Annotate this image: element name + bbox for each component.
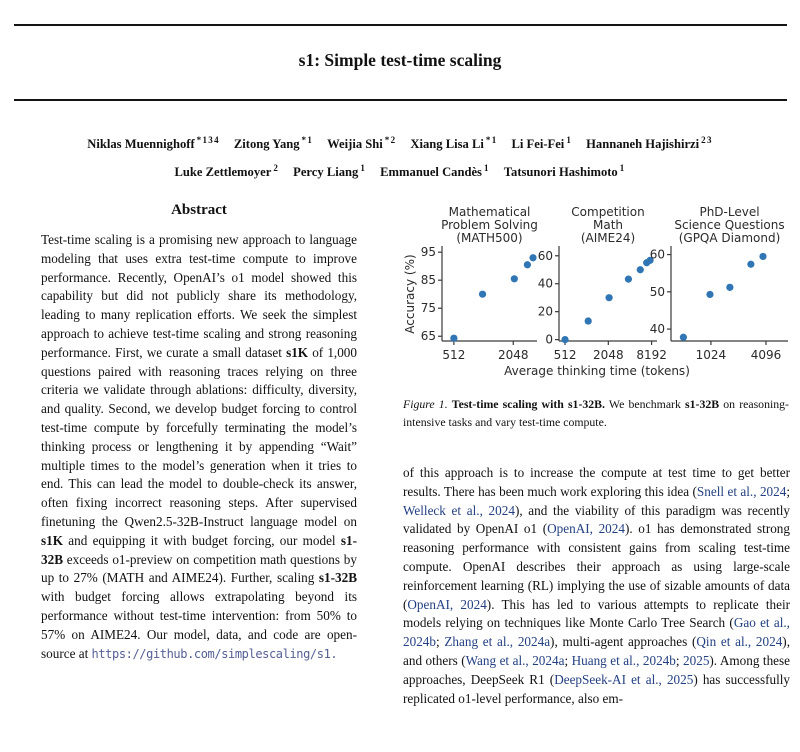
y-tick-label: 75	[420, 301, 436, 316]
text-segment: ;	[435, 634, 445, 650]
author-block	[0, 129, 800, 184]
author-name: Li Fei-Fei $^1$	[511, 135, 573, 152]
data-point	[585, 317, 592, 324]
author-line	[0, 129, 800, 157]
subplot-title: Math	[592, 218, 624, 232]
author-name: Percy Liang $^1$	[293, 162, 367, 179]
data-point	[561, 336, 568, 343]
text-segment: of 1,000 questions paired with reasoning traces relying on three criteria we validate through ablations: difficulty, diversity, and quality. Second, we develop budget forcing to control test-time compute by forcefully terminating the model’s thinking process or lengthening it by appending “Wait” multiple times to the model’s generation when it tries to end. This can lead the model to double-check its answer, often fixing incorrect reasoning steps. After supervised finetuning the Qwen2.5-32B-Instruct language model on	[41, 344, 357, 529]
y-axis-label: Accuracy (%)	[403, 254, 417, 334]
data-point	[759, 253, 766, 260]
text-segment: on reasoning-intensive tasks and vary test-time compute.	[403, 397, 789, 429]
subplot-title: (AIME24)	[580, 231, 636, 245]
subplot-title: Science Questions	[674, 218, 785, 232]
citation-link[interactable]: Zhang et al., 2024a	[444, 634, 551, 650]
data-point	[680, 334, 687, 341]
text-segment: We benchmark	[605, 397, 686, 411]
data-point	[529, 254, 536, 261]
citation-link[interactable]: Huang et al., 2024b	[571, 652, 676, 668]
y-tick-label: 40	[649, 322, 665, 337]
x-tick-label: 512	[553, 348, 577, 362]
text-segment: s1-32B	[318, 570, 357, 586]
text-segment: ;	[786, 483, 790, 499]
text-segment: and equipping it with budget forcing, our model	[62, 532, 341, 548]
data-point	[706, 291, 713, 298]
x-tick-label: 8192	[636, 348, 667, 362]
figure-1-scatter-charts	[400, 200, 798, 382]
data-point	[479, 291, 486, 298]
text-segment: exceeds o1-preview on competition math questions by up to 27% (MATH and AIME24). Further, scaling	[41, 551, 357, 586]
citation-link[interactable]: DeepSeek-AI et al., 2025	[554, 671, 694, 687]
citation-link[interactable]: Wang et al., 2024a	[465, 652, 565, 668]
author-name: Xiang Lisa Li $^{*1}$	[410, 135, 498, 152]
text-segment: s1-32B	[41, 532, 357, 567]
author-affiliation-sup: 1	[360, 162, 367, 173]
y-tick-label: 40	[537, 276, 553, 291]
y-tick-label: 95	[420, 245, 436, 260]
text-segment: of this approach is to increase the compute at test time to get better results. There has been much work exploring this idea (	[403, 465, 790, 499]
data-point	[511, 275, 518, 282]
subplot-title: Competition	[571, 205, 645, 219]
title-bottom-rule	[14, 99, 787, 101]
abstract-text	[41, 231, 357, 663]
y-tick-label: 50	[649, 284, 665, 299]
x-tick-label: 4096	[750, 348, 782, 362]
y-tick-label: 60	[649, 247, 665, 262]
y-tick-label: 0	[545, 332, 553, 347]
author-affiliation-sup: 2	[273, 162, 280, 173]
author-affiliation-sup: *1	[301, 135, 314, 145]
citation-link[interactable]: Qin et al., 2024	[696, 634, 783, 650]
subplot-title: Problem Solving	[441, 218, 538, 232]
citation-link[interactable]: Gao et al., 2024b	[403, 615, 790, 650]
author-affiliation-sup: 23	[701, 135, 713, 145]
y-tick-label: 60	[537, 248, 553, 263]
author-name: Tatsunori Hashimoto $^1$	[503, 162, 626, 179]
data-point	[524, 261, 531, 268]
author-name: Emmanuel Candès $^1$	[380, 162, 490, 179]
author-line	[0, 157, 800, 185]
left-column	[41, 202, 357, 663]
text-segment: s1-32B	[685, 397, 720, 411]
top-rule	[14, 24, 787, 26]
data-point	[606, 294, 613, 301]
text-segment: ). This has led to various attempts to replicate their models relying on techniques like Monte Carlo Tree Search (	[403, 596, 790, 631]
citation-link[interactable]: OpenAI, 2024	[407, 596, 487, 612]
x-tick-label: 1024	[695, 348, 727, 362]
y-tick-label: 85	[420, 273, 436, 288]
author-affiliation-sup: *2	[384, 135, 397, 145]
citation-link[interactable]: Snell et al., 2024	[696, 483, 787, 499]
subplot-title: (GPQA Diamond)	[678, 231, 781, 245]
subplot-title: Mathematical	[448, 205, 531, 219]
subplot-title: PhD-Level	[699, 205, 760, 219]
text-segment: s1K	[41, 532, 63, 548]
text-segment: ), and the viability of this paradigm was recently validated by OpenAI o1 (	[403, 502, 791, 537]
x-tick-label: 512	[442, 348, 466, 362]
text-segment: with budget forcing allows extrapolating beyond its performance without test-time intervention: from 50% to 57% on AIME24. Our model, data, and code are open-source at	[41, 589, 357, 661]
subplot-title: (MATH500)	[456, 231, 523, 245]
github-repo-link[interactable]: https://github.com/simplescaling/s1.	[91, 646, 338, 661]
citation-link[interactable]: OpenAI, 2024	[547, 521, 625, 537]
text-segment: ). o1 has demonstrated strong reasoning performance with consistent gains from scaling test-time compute. OpenAI describes their approach as using large-scale reinforcement learning (RL) implying the use of sizable amounts of data (	[403, 521, 790, 612]
data-point	[625, 276, 632, 283]
text-segment: ), multi-agent approaches (	[550, 634, 697, 650]
text-segment: ), and others (	[403, 634, 790, 668]
x-axis-label: Average thinking time (tokens)	[504, 364, 690, 378]
author-name: Hannaneh Hajishirzi $^{23}$	[586, 135, 713, 152]
y-tick-label: 20	[537, 304, 553, 319]
x-tick-label: 2048	[497, 348, 529, 362]
author-affiliation-sup: *134	[196, 135, 220, 145]
citation-link[interactable]: 2025	[683, 652, 710, 668]
figure-caption	[403, 396, 789, 431]
text-segment: ;	[675, 652, 684, 668]
author-name: Weijia Shi $^{*2}$	[327, 135, 397, 152]
citation-link[interactable]: Welleck et al., 2024	[403, 502, 515, 518]
author-affiliation-sup: *1	[485, 135, 498, 145]
text-segment: Test-time scaling with s1-32B.	[451, 397, 605, 411]
abstract-heading: Abstract	[171, 202, 227, 218]
data-point	[637, 266, 644, 273]
text-segment: ) has successfully replicated o1-level performance, also em-	[403, 671, 790, 706]
data-point	[450, 335, 457, 342]
text-segment: Figure 1.	[403, 397, 448, 411]
x-tick-label: 2048	[593, 348, 624, 362]
text-segment: Test-time scaling is a promising new approach to language modeling that uses extra test-time compute to improve performance. Recently, OpenAI’s o1 model showed this capability but did not publicly share its methodology, leading to many replication efforts. We seek the simplest approach to achieve test-time scaling and strong reasoning performance. First, we curate a small dataset	[41, 232, 357, 360]
introduction-text	[403, 464, 790, 708]
data-point	[726, 284, 733, 291]
paper-title: s1: Simple test-time scaling	[298, 50, 502, 70]
author-affiliation-sup: 1	[619, 162, 626, 173]
author-affiliation-sup: 1	[483, 162, 490, 173]
author-name: Niklas Muennighoff $^{*134}$	[87, 135, 220, 152]
author-name: Luke Zettlemoyer $^2$	[174, 162, 280, 179]
text-segment: ;	[564, 652, 572, 668]
y-tick-label: 65	[420, 329, 436, 344]
text-segment: ). Among these approaches, DeepSeek R1 (	[403, 652, 791, 687]
author-name: Zitong Yang $^{*1}$	[233, 135, 314, 152]
text-segment: s1K	[286, 344, 309, 360]
data-point	[747, 261, 754, 268]
author-affiliation-sup: 1	[566, 135, 573, 145]
